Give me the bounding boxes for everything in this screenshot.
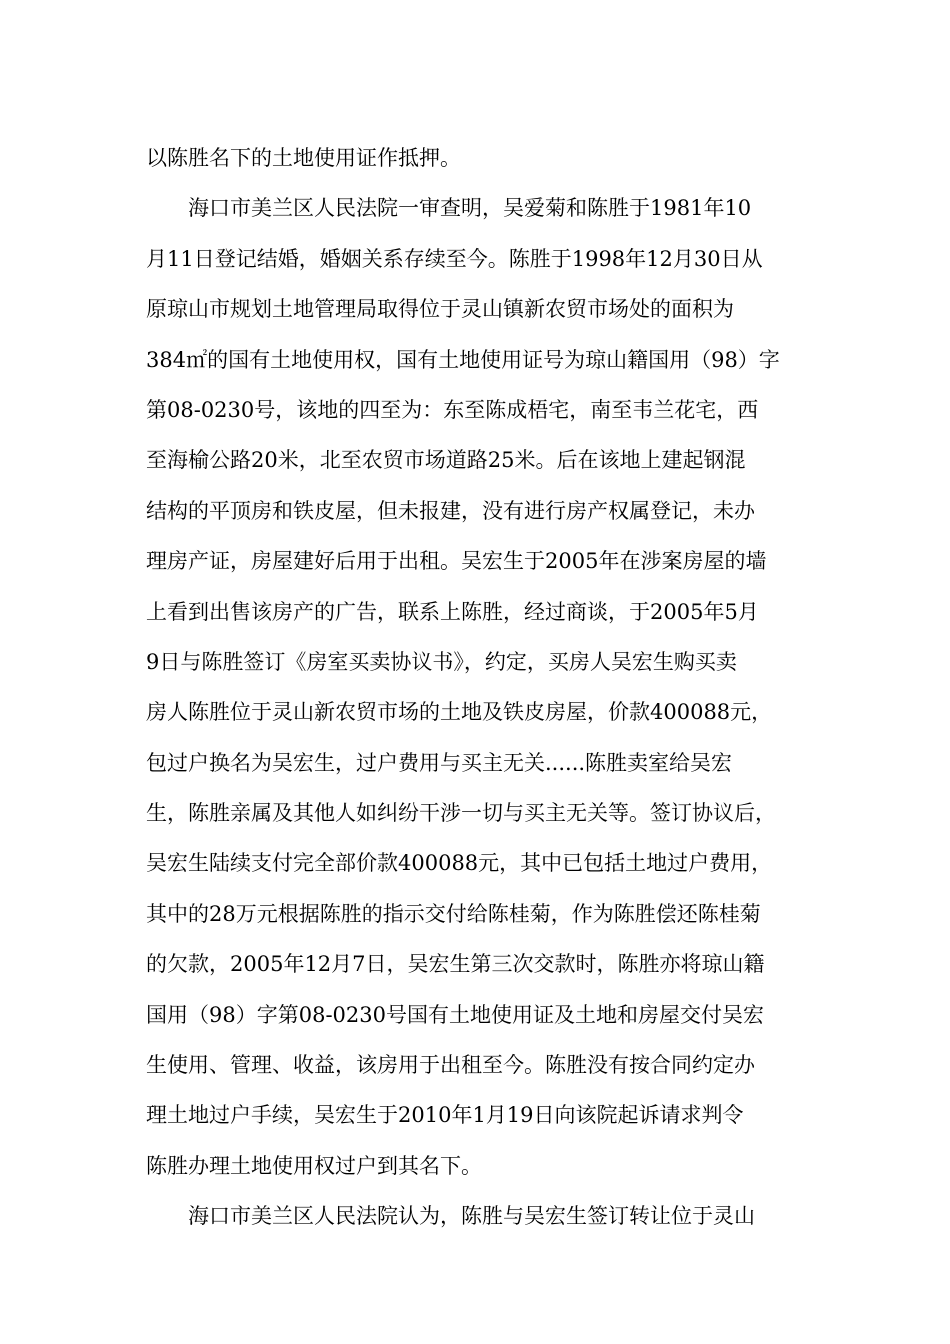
text-line-12: 房人陈胜位于灵山新农贸市场的土地及铁皮房屋，价款400088元， bbox=[146, 700, 773, 725]
text-line-3: 月11日登记结婚，婚姻关系存续至今。陈胜于1998年12月30日从 bbox=[146, 246, 763, 271]
text-line-15: 吴宏生陆续支付完全部价款400088元，其中已包括土地过户费用， bbox=[146, 851, 773, 876]
text-line-6: 第08-0230号，该地的四至为：东至陈成梧宅，南至韦兰花宅，西 bbox=[146, 397, 759, 422]
text-line-22: 海口市美兰区人民法院认为，陈胜与吴宏生签订转让位于灵山 bbox=[188, 1204, 755, 1229]
document-body bbox=[146, 133, 816, 1242]
text-line-17: 的欠款，2005年12月7日，吴宏生第三次交款时，陈胜亦将琼山籍 bbox=[146, 952, 765, 977]
text-line-7: 至海榆公路20米，北至农贸市场道路25米。后在该地上建起钢混 bbox=[146, 448, 746, 473]
text-line-16: 其中的28万元根据陈胜的指示交付给陈桂菊，作为陈胜偿还陈桂菊 bbox=[146, 901, 761, 926]
text-line-14: 生，陈胜亲属及其他人如纠纷干涉一切与买主无关等。签订协议后， bbox=[146, 801, 776, 826]
text-line-11: 9日与陈胜签订《房室买卖协议书》，约定，买房人吴宏生购买卖 bbox=[146, 649, 737, 674]
text-line-10: 上看到出售该房产的广告，联系上陈胜，经过商谈，于2005年5月 bbox=[146, 599, 759, 624]
text-line-2: 海口市美兰区人民法院一审查明，吴爱菊和陈胜于1981年10 bbox=[188, 196, 752, 221]
text-line-20: 理土地过户手续，吴宏生于2010年1月19日向该院起诉请求判令 bbox=[146, 1103, 744, 1128]
text-line-1: 以陈胜名下的土地使用证作抵押。 bbox=[146, 146, 461, 170]
text-line-13: 包过户换名为吴宏生，过户费用与买主无关......陈胜卖室给吴宏 bbox=[146, 750, 733, 775]
text-line-21: 陈胜办理土地使用权过户到其名下。 bbox=[146, 1153, 482, 1178]
text-line-5: 384㎡的国有土地使用权，国有土地使用证号为琼山籍国用（98）字 bbox=[146, 347, 780, 372]
text-line-4: 原琼山市规划土地管理局取得位于灵山镇新农贸市场处的面积为 bbox=[146, 297, 734, 322]
text-line-9: 理房产证，房屋建好后用于出租。吴宏生于2005年在涉案房屋的墙 bbox=[146, 549, 767, 574]
text-line-18: 国用（98）字第08-0230号国有土地使用证及土地和房屋交付吴宏 bbox=[146, 1002, 764, 1027]
text-line-19: 生使用、管理、收益，该房用于出租至今。陈胜没有按合同约定办 bbox=[146, 1053, 755, 1078]
text-line-8: 结构的平顶房和铁皮屋，但未报建，没有进行房产权属登记，未办 bbox=[146, 498, 755, 523]
